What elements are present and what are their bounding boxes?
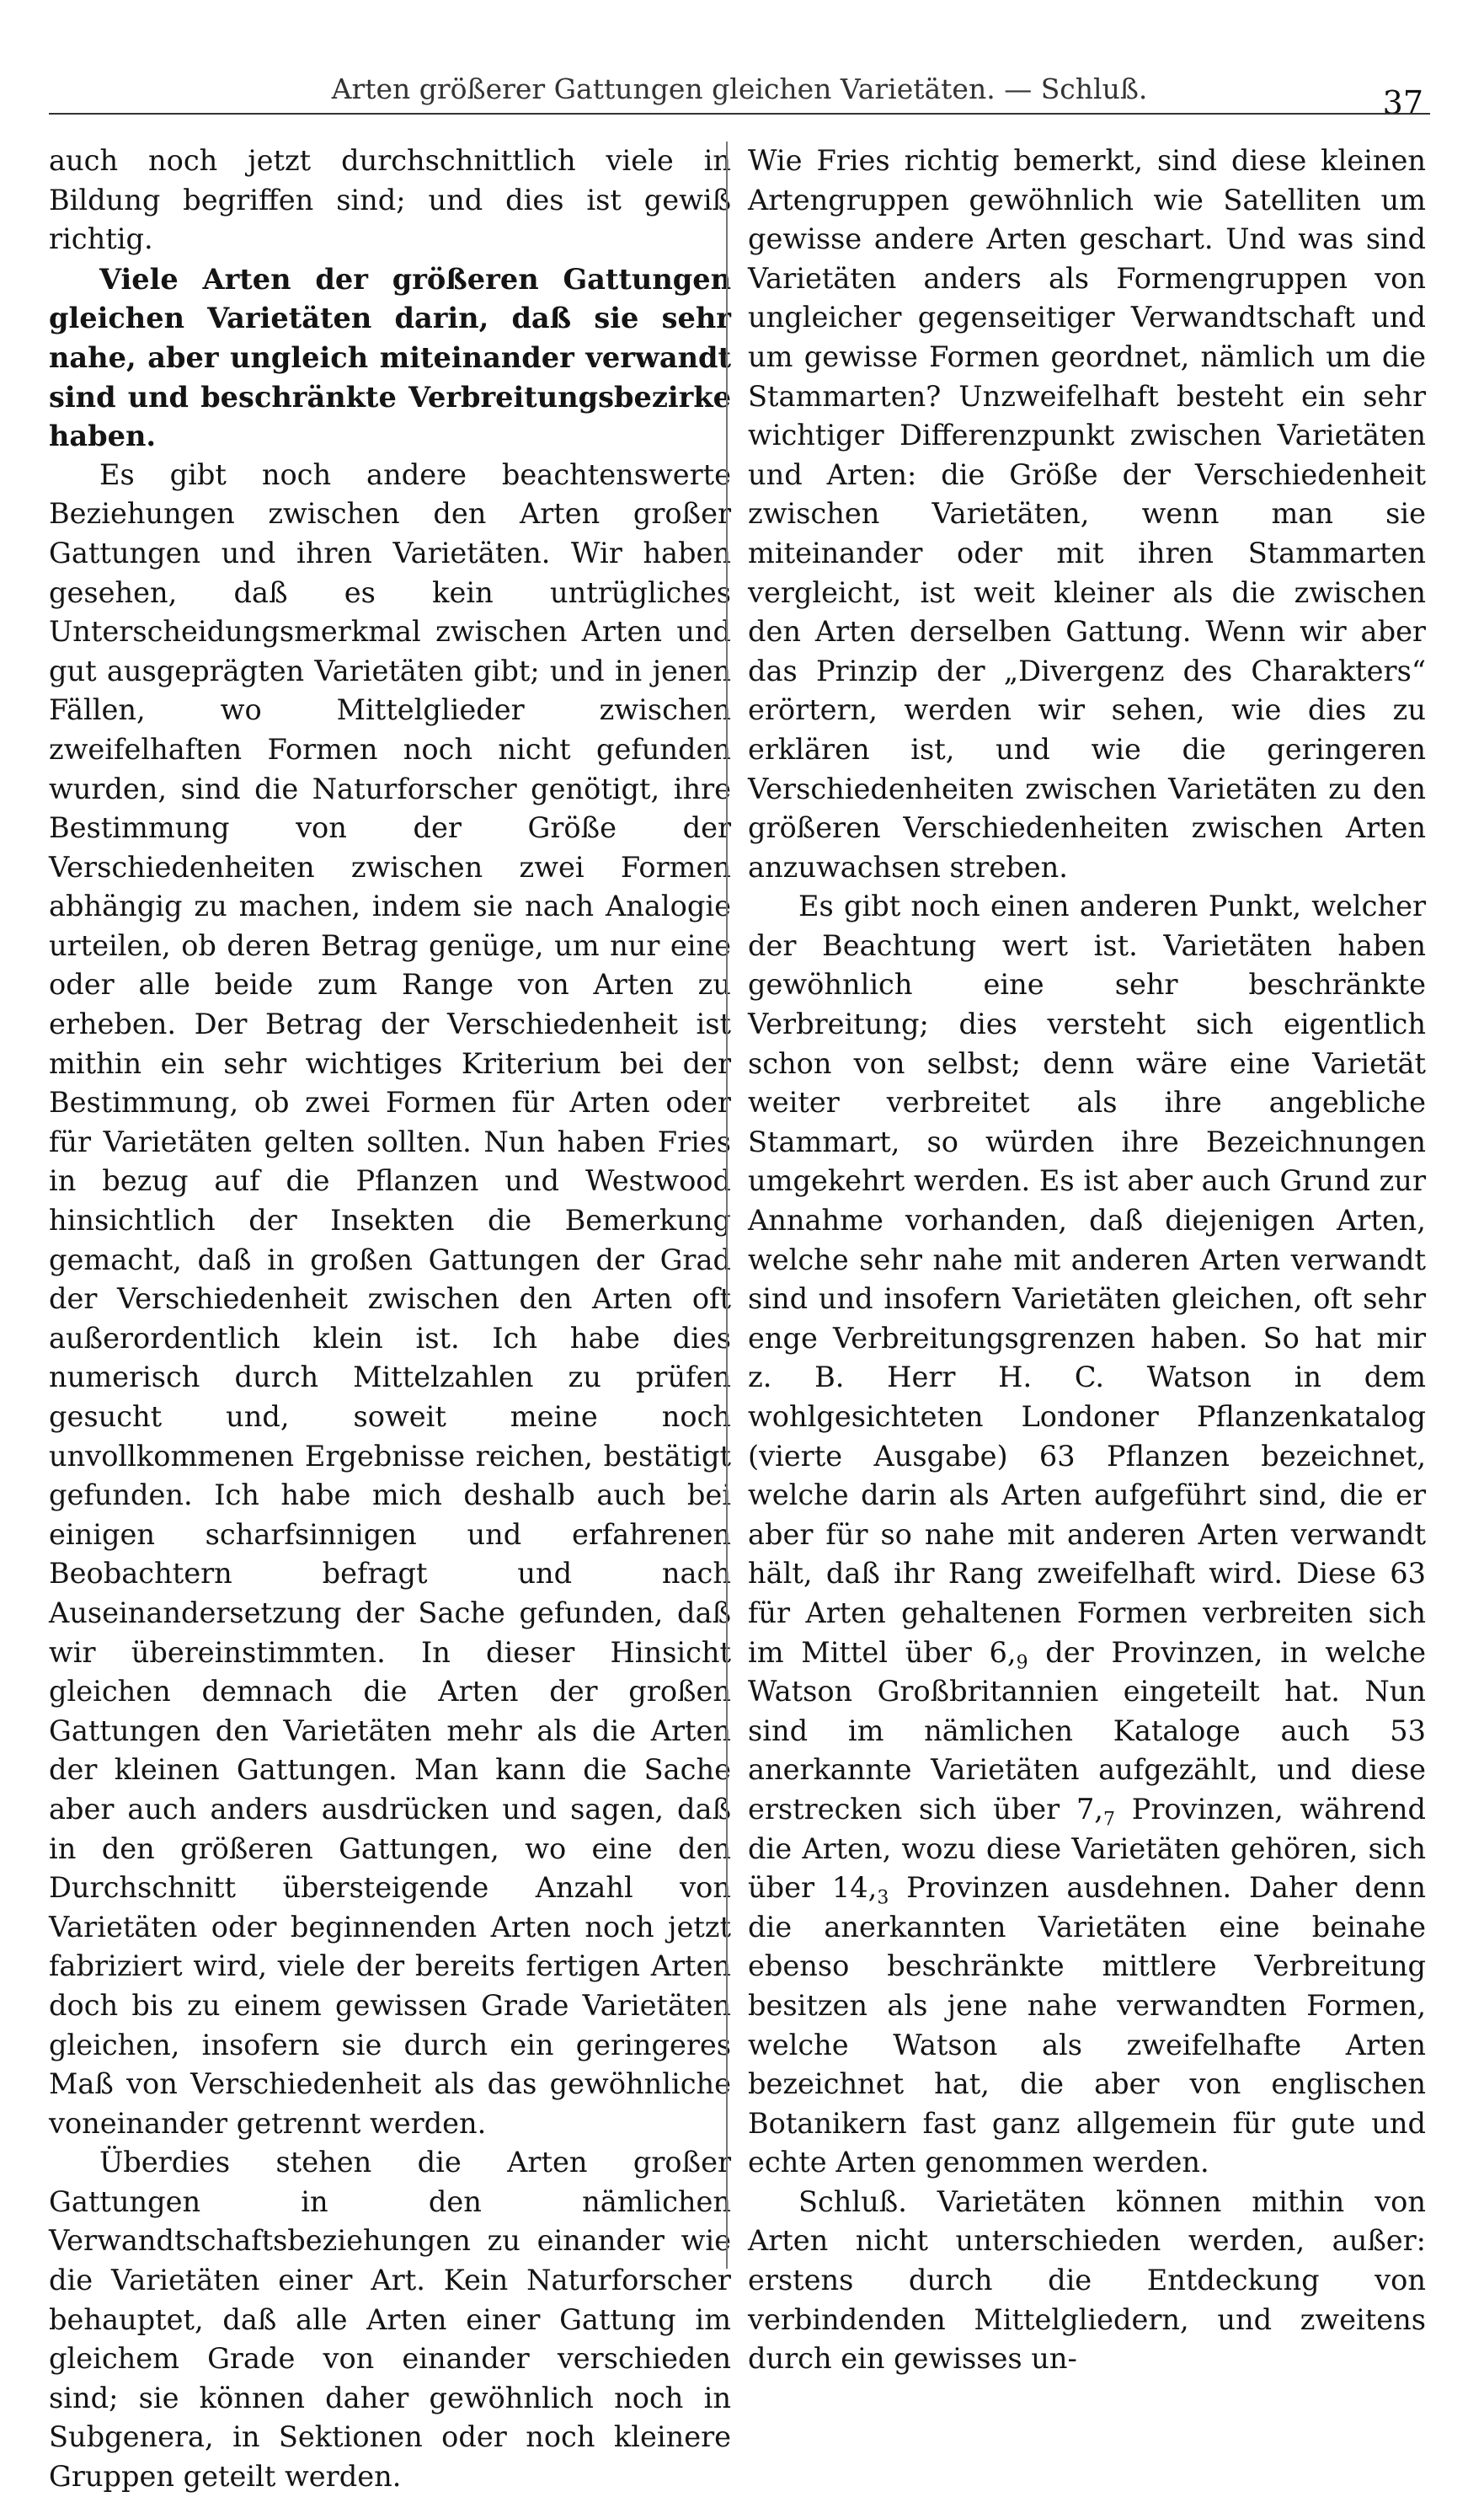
page-number: 37 (1382, 84, 1423, 121)
text-run: Es gibt noch einen anderen Punkt, welcher der Beachtung wert ist. Varietäten haben gewöhnlich eine sehr beschränkte Verbreitung; dies versteht sich eigentlich schon von selbst; denn wäre eine Varietät weiter verbreitet als ihre angebliche Stammart, so würden ihre Bezeichnungen umgekehrt werden. Es ist aber auch Grund zur Annahme vorhanden, daß diejenigen Arten, welche sehr nahe mit anderen Arten verwandt sind und insofern Varietäten gleichen, oft sehr enge Verbreitungsgrenzen haben. So hat mir z. B. Herr H. C. Watson in dem wohlgesichteten Londoner Pflanzenkatalog (vierte Ausgabe) 63 Pflanzen bezeichnet, welche darin als Arten aufgeführt sind, die er aber für so nahe mit anderen Arten verwandt hält, daß ihr Rang zweifelhaft wird. Diese 63 für Arten gehaltenen Formen verbreiten sich im Mittel über 6, (748, 890, 1426, 1669)
paragraph: Überdies stehen die Arten großer Gattungen in den nämlichen Verwandtschaftsbeziehungen zu einander wie die Varietäten einer Art. Kein Naturforscher behauptet, daß alle Arten einer Gattung im gleichem Grade von einander verschieden sind; sie können daher gewöhnlich noch in Subgenera, in Sektionen oder noch kleinere Gruppen geteilt werden. (49, 2146, 731, 2494)
running-title: Arten größerer Gattungen gleichen Varietäten. — Schluß. (331, 72, 1148, 105)
paragraph-summary: Viele Arten der größeren Gattungen gleichen Varietäten darin, daß sie sehr nahe, aber ungleich miteinander verwandt sind und beschränkte Verbreitungsbezirke haben. (49, 261, 731, 453)
left-column (49, 142, 731, 2497)
column-divider (726, 142, 728, 2269)
paragraph: Es gibt noch andere beachtenswerte Beziehungen zwischen den Arten großer Gattungen und ihren Varietäten. Wir haben gesehen, daß es kein untrügliches Unterscheidungsmerkmal zwischen Arten und gut ausgeprägten Varietäten gibt; und in jenen Fällen, wo Mittelglieder zwischen zweifelhaften Formen noch nicht gefunden wurden, sind die Naturforscher genötigt, ihre Bestimmung von der Größe der Verschiedenheiten zwischen zwei Formen abhängig zu machen, indem sie nach Analogie urteilen, ob deren Betrag genüge, um nur eine oder alle beide zum Range von Arten zu erheben. Der Betrag der Verschiedenheit ist mithin ein sehr wichtiges Kriterium bei der Bestimmung, ob zwei Formen für Arten oder für Varietäten gelten sollten. Nun haben Fries in bezug auf die Pflanzen und Westwood hinsichtlich der Insekten die Bemerkung gemacht, daß in großen Gattungen der Grad der Verschiedenheit zwischen den Arten oft außerordentlich klein ist. Ich habe dies numerisch durch Mittelzahlen zu prüfen gesucht und, soweit meine noch unvollkommenen Ergebnisse reichen, bestätigt gefunden. Ich habe mich deshalb auch bei einigen scharfsinnigen und erfahrenen Beobachtern befragt und nach Auseinandersetzung der Sache gefunden, daß wir übereinstimmten. In dieser Hinsicht gleichen demnach die Arten der großen Gattungen den Varietäten mehr als die Arten der kleinen Gattungen. Man kann die Sache aber auch anders ausdrücken und sagen, daß in den größeren Gattungen, wo eine den Durchschnitt übersteigende Anzahl von Varietäten oder beginnenden Arten noch jetzt fabriziert wird, viele der bereits fertigen Arten doch bis zu einem gewissen Grade Varietäten gleichen, insofern sie durch ein geringeres Maß von Verschiedenheit als das gewöhnliche voneinander getrennt werden. (49, 457, 731, 2140)
right-column (748, 142, 1426, 2379)
decimal-subscript: 3 (877, 1887, 889, 1909)
paragraph: auch noch jetzt durchschnittlich viele in Bildung begriffen sind; und dies ist gewiß richtig. (49, 144, 731, 256)
decimal-subscript: 9 (1016, 1652, 1028, 1674)
text-run: Provinzen, während die Arten, wozu diese Varietäten gehören, sich über 14, (748, 1792, 1426, 1905)
text-run: der Provinzen, in welche Watson Großbritannien eingeteilt hat. Nun sind im nämlichen Kataloge auch 53 anerkannte Varietäten aufgezählt, und diese erstrecken sich über 7, (748, 1635, 1426, 1826)
page-header (49, 66, 1430, 125)
text-run: Provinzen ausdehnen. Daher denn die anerkannten Varietäten eine beinahe ebenso beschränkte mittlere Verbreitung besitzen als jene nahe verwandten Formen, welche Watson als zweifelhafte Arten bezeichnet hat, die aber von englischen Botanikern fast ganz allgemein für gute und echte Arten genommen werden. (748, 1871, 1426, 2179)
paragraph: Wie Fries richtig bemerkt, sind diese kleinen Artengruppen gewöhnlich wie Satelliten um gewisse andere Arten geschart. Und was sind Varietäten anders als Formengruppen von ungleicher gegenseitiger Verwandtschaft und um gewisse Formen geordnet, nämlich um die Stammarten? Unzweifelhaft besteht ein sehr wichtiger Differenzpunkt zwischen Varietäten und Arten: die Größe der Verschiedenheit zwischen Varietäten, wenn man sie miteinander oder mit ihren Stammarten vergleicht, ist weit kleiner als die zwischen den Arten derselben Gattung. Wenn wir aber das Prinzip der „Divergenz des Charakters“ erörtern, werden wir sehen, wie dies zu erklären ist, und wie die geringeren Verschiedenheiten zwischen Varietäten zu den größeren Verschiedenheiten zwischen Arten anzuwachsen streben. (748, 144, 1426, 884)
decimal-subscript: 7 (1102, 1809, 1115, 1831)
header-rule (49, 113, 1430, 115)
paragraph: Schluß. Varietäten können mithin von Arten nicht unterschieden werden, außer: erstens durch die Entdeckung von verbindenden Mittelgliedern, und zweitens durch ein gewisses un- (748, 2184, 1426, 2376)
paragraph (748, 887, 1426, 2183)
